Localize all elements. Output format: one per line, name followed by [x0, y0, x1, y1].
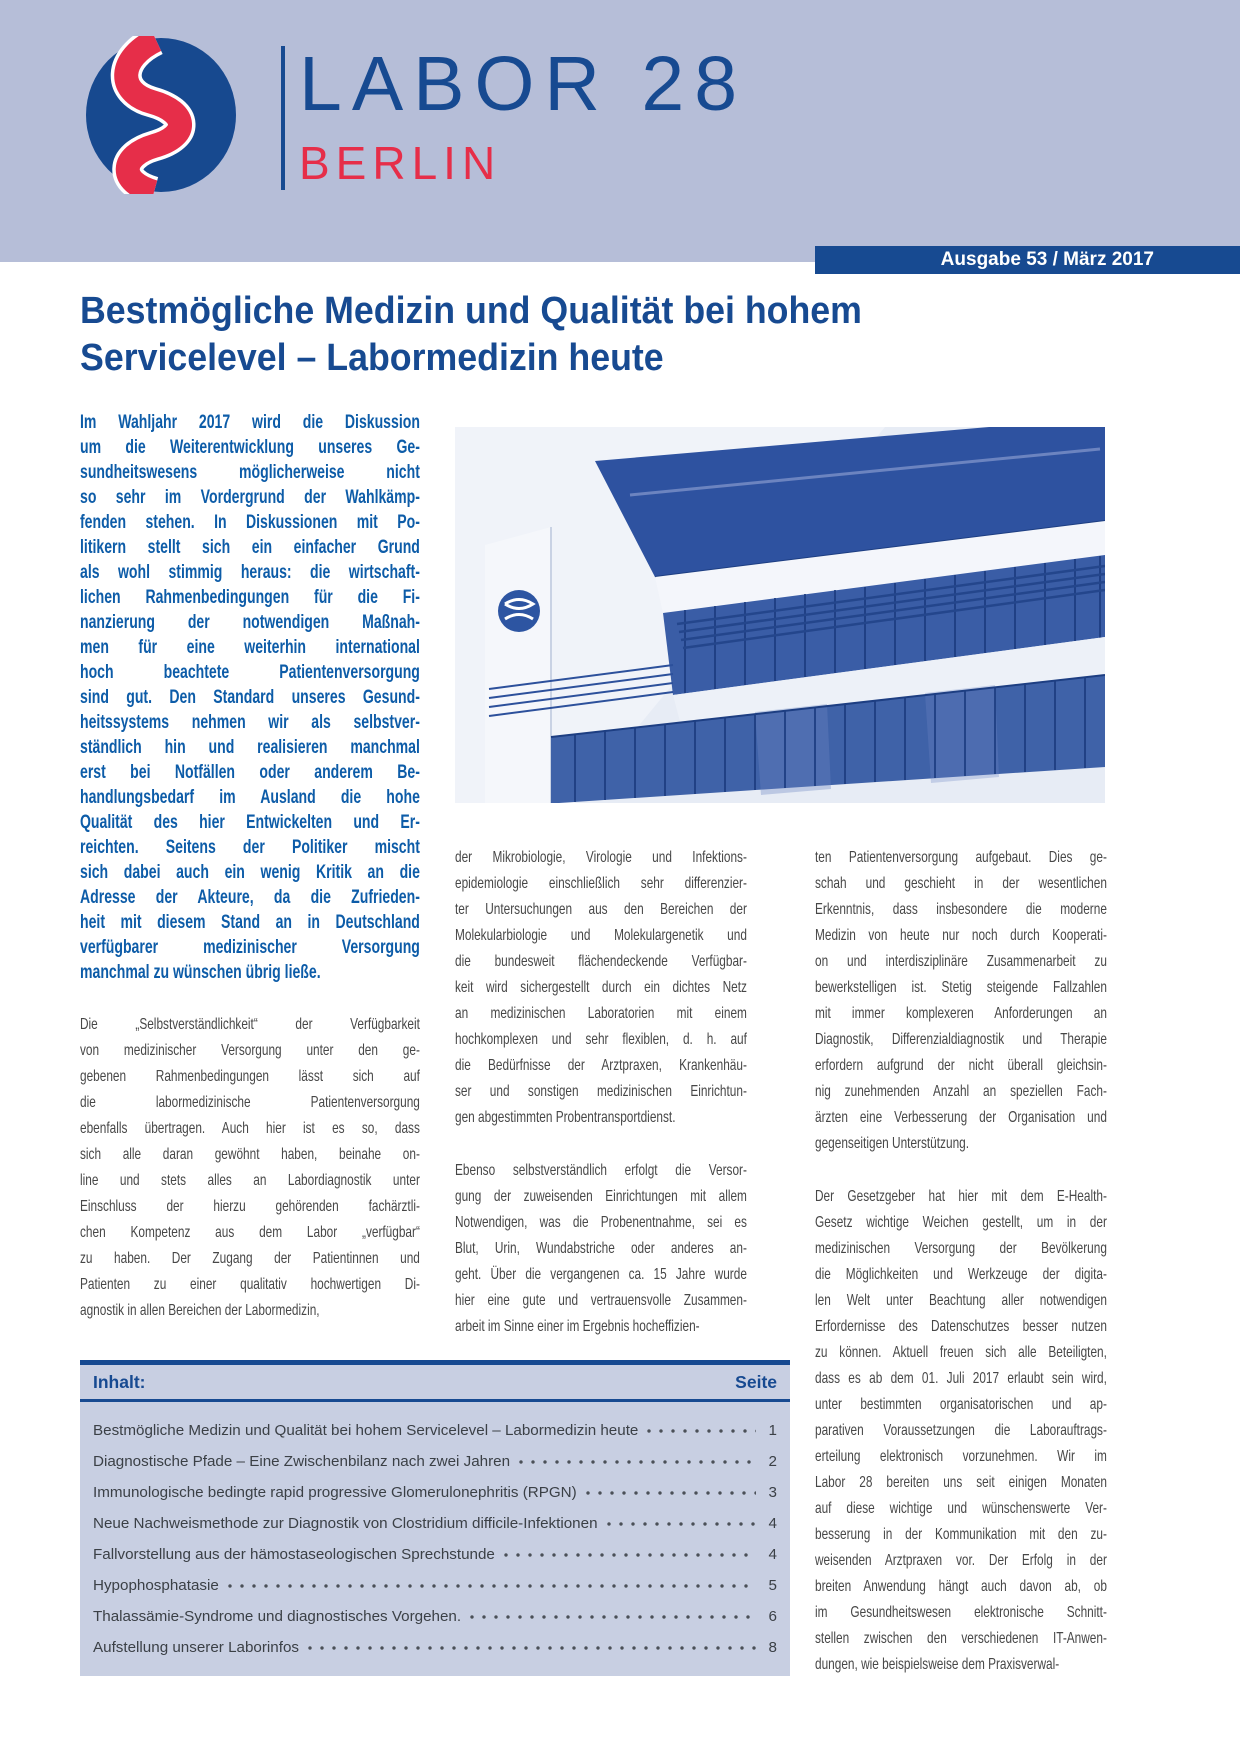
toc-item-label: Bestmögliche Medizin und Qualität bei hohem Servicelevel – Labormedizin heute	[93, 1422, 639, 1439]
toc-page-number: 6	[768, 1608, 777, 1625]
toc-item-label: Aufstellung unserer Laborinfos	[93, 1639, 300, 1656]
text-line: bewerkstelligen ist. Stetig steigende Fallzahlen	[815, 979, 1107, 996]
text-line: hier eine gute und vertrauensvolle Zusammen-	[455, 1292, 747, 1309]
column-1	[80, 410, 420, 1324]
text-line: um die Weiterentwicklung unseres Ge-	[80, 437, 420, 458]
text-line: agnostik in allen Bereichen der Labormedizin,	[80, 1302, 320, 1319]
toc-item-label: Hypophosphatasie	[93, 1577, 219, 1594]
text-line: gegenseitigen Unterstützung.	[815, 1135, 970, 1152]
toc-dot-leader	[500, 1549, 756, 1561]
text-line: ten Patientenversorgung aufgebaut. Dies ge-	[815, 849, 1107, 866]
text-line: parativen Voraussetzungen die Laborauftrags-	[815, 1422, 1107, 1439]
toc-row	[93, 1412, 777, 1443]
text-line: lichen Rahmenbedingungen für die Fi-	[80, 587, 420, 608]
toc-item-label: Thalassämie-Syndrome und diagnostisches Vorgehen.	[93, 1608, 462, 1625]
text-line: len Welt unter Beachtung aller notwendigen	[815, 1292, 1107, 1309]
text-line: weisenden Arztpraxen vor. Der Erfolg in der	[815, 1552, 1107, 1569]
text-line: chen Kompetenz aus dem Labor „verfügbar“	[80, 1224, 420, 1241]
text-line: Labor 28 bereiten uns seit einigen Monaten	[815, 1474, 1107, 1491]
text-line: Ebenso selbstverständlich erfolgt die Versor-	[455, 1162, 747, 1179]
text-line: stellen zwischen den verschiedenen IT-Anwen-	[815, 1630, 1107, 1647]
toc-page-number: 4	[768, 1546, 777, 1563]
text-line: von medizinischer Versorgung unter den ge-	[80, 1042, 420, 1059]
text-line: ebenfalls übertragen. Auch hier ist es so, dass	[80, 1120, 420, 1137]
toc-page-header: Seite	[735, 1372, 777, 1392]
brand-subtitle: BERLIN	[299, 137, 502, 189]
toc-item-label: Diagnostische Pfade – Eine Zwischenbilanz nach zwei Jahren	[93, 1453, 511, 1470]
column-3	[815, 845, 1107, 1678]
text-line: unter bestimmten organisatorischen und ap-	[815, 1396, 1107, 1413]
text-line: breiten Anwendung hängt auch davon ab, ob	[815, 1578, 1107, 1595]
toc-row	[93, 1443, 777, 1474]
toc-body	[80, 1402, 790, 1676]
text-line: schah und geschieht in der wesentlichen	[815, 875, 1107, 892]
brand-divider	[281, 46, 285, 190]
text-line: Einschluss der hierzu gehörenden fachärztli-	[80, 1198, 420, 1215]
text-line: ser und sonstigen medizinischen Einrichtun-	[455, 1083, 747, 1100]
text-line: sind gut. Den Standard unseres Gesund-	[80, 687, 420, 708]
text-line: nanzierung der notwendigen Maßnah-	[80, 612, 420, 633]
text-line: die Möglichkeiten und Werkzeuge der digita-	[815, 1266, 1107, 1283]
text-line: handlungsbedarf im Ausland die hohe	[80, 787, 420, 808]
text-line: erfordern aufgrund der nicht überall gleichsin-	[815, 1057, 1107, 1074]
text-line: Blut, Urin, Wundabstriche oder anderes an-	[455, 1240, 747, 1257]
text-line: arbeit im Sinne einer im Ergebnis hocheffizien-	[455, 1318, 700, 1335]
text-line: sich dabei auch ein wenig Kritik an die	[80, 862, 420, 883]
toc-page-number: 3	[768, 1484, 777, 1501]
text-line: gebenen Rahmenbedingungen lässt sich auf	[80, 1068, 420, 1085]
text-line: heitssystems nehmen wir als selbstver-	[80, 712, 420, 733]
text-line: Notwendigen, was die Probenentnahme, sei es	[455, 1214, 747, 1231]
toc-page-number: 5	[768, 1577, 777, 1594]
text-line: Medizin von heute nur noch durch Kooperati-	[815, 927, 1107, 944]
toc-row	[93, 1629, 777, 1660]
text-line: erteilung elektronisch vorzunehmen. Wir im	[815, 1448, 1107, 1465]
text-line: reichten. Seitens der Politiker mischt	[80, 837, 420, 858]
toc-dot-leader	[582, 1487, 756, 1499]
text-line: ständlich hin und realisieren manchmal	[80, 737, 420, 758]
toc-row	[93, 1505, 777, 1536]
text-line: an medizinischen Laboratorien mit einem	[455, 1005, 747, 1022]
text-line: Der Gesetzgeber hat hier mit dem E-Health-	[815, 1188, 1107, 1205]
text-line: fenden stehen. In Diskussionen mit Po-	[80, 512, 420, 533]
text-line: im Gesundheitswesen elektronische Schnitt-	[815, 1604, 1107, 1621]
body-paragraph	[815, 845, 1107, 1157]
text-line: Molekularbiologie und Molekulargenetik und	[455, 927, 747, 944]
body-paragraph	[455, 845, 747, 1131]
toc-item-label: Fallvorstellung aus der hämostaseologischen Sprechstunde	[93, 1546, 495, 1563]
text-line: Bestmögliche Medizin und Qualität bei hohem	[80, 290, 862, 332]
text-line: geht. Über die vergangenen ca. 15 Jahre wurde	[455, 1266, 747, 1283]
building-photo	[455, 427, 1105, 803]
text-line: Servicelevel – Labormedizin heute	[80, 337, 664, 379]
text-line: die bundesweit flächendeckende Verfügbar-	[455, 953, 747, 970]
toc-row	[93, 1598, 777, 1629]
toc-row	[93, 1567, 777, 1598]
text-line: der Mikrobiologie, Virologie und Infektions-	[455, 849, 747, 866]
text-line: Qualität des hier Entwickelten und Er-	[80, 812, 420, 833]
text-line: hoch beachtete Patientenversorgung	[80, 662, 420, 683]
text-line: so sehr im Vordergrund der Wahlkämp-	[80, 487, 420, 508]
toc-row	[93, 1536, 777, 1567]
text-line: keit wird sichergestellt durch ein dichtes Netz	[455, 979, 747, 996]
text-line: on und interdisziplinäre Zusammenarbeit zu	[815, 953, 1107, 970]
body-paragraph	[815, 1184, 1107, 1678]
text-line: Die „Selbstverständlichkeit“ der Verfügbarkeit	[80, 1016, 420, 1033]
text-line: dass es ab dem 01. Juli 2017 erlaubt sein wird,	[815, 1370, 1107, 1387]
text-line: litikern stellt sich ein einfacher Grund	[80, 537, 420, 558]
text-line: verfügbarer medizinischer Versorgung	[80, 937, 420, 958]
toc-item-label: Immunologische bedingte rapid progressive Glomerulonephritis (RPGN)	[93, 1484, 577, 1501]
text-line: sich alle daran gewöhnt haben, beinahe on-	[80, 1146, 420, 1163]
text-line: erst bei Notfällen oder anderem Be-	[80, 762, 420, 783]
toc-dot-leader	[515, 1456, 756, 1468]
text-line: zu können. Aktuell freuen sich alle Beteiligten,	[815, 1344, 1107, 1361]
text-line: ter Untersuchungen aus den Bereichen der	[455, 901, 747, 918]
text-line: epidemiologie einschließlich sehr differenzier-	[455, 875, 747, 892]
toc-title: Inhalt:	[93, 1372, 146, 1392]
text-line: Patienten zu einer qualitativ hochwertigen Di-	[80, 1276, 420, 1293]
toc-dot-leader	[603, 1518, 756, 1530]
text-line: auf diese wichtige und wünschenswerte Ver-	[815, 1500, 1107, 1517]
lead-paragraph	[80, 410, 420, 985]
text-line: Adresse der Akteure, da die Zufrieden-	[80, 887, 420, 908]
toc-header	[80, 1365, 790, 1402]
toc-item-label: Neue Nachweismethode zur Diagnostik von Clostridium difficile-Infektionen	[93, 1515, 598, 1532]
text-line: medizinischen Versorgung der Bevölkerung	[815, 1240, 1107, 1257]
text-line: besserung in der Kommunikation mit den zu-	[815, 1526, 1107, 1543]
text-line: manchmal zu wünschen übrig ließe.	[80, 962, 321, 983]
text-line: mit immer komplexeren Anforderungen an	[815, 1005, 1107, 1022]
toc-page-number: 2	[768, 1453, 777, 1470]
text-line: Diagnostik, Differenzialdiagnostik und Therapie	[815, 1031, 1107, 1048]
toc-row	[93, 1474, 777, 1505]
dna-ribbon-logo-icon	[84, 36, 238, 194]
brand-title: LABOR 28	[299, 41, 748, 127]
text-line: heit mit diesem Stand an in Deutschland	[80, 912, 420, 933]
toc-dot-leader	[304, 1642, 756, 1654]
toc-page-number: 1	[768, 1422, 777, 1439]
text-line: Gesetz wichtige Weichen gestellt, um in der	[815, 1214, 1107, 1231]
text-line: die Bedürfnisse der Arztpraxen, Krankenhäu-	[455, 1057, 747, 1074]
text-line: nig zunehmenden Anzahl an speziellen Fach-	[815, 1083, 1107, 1100]
text-line: Erfordernisse des Datenschutzes besser nutzen	[815, 1318, 1107, 1335]
table-of-contents	[80, 1360, 790, 1676]
toc-dot-leader	[466, 1611, 756, 1623]
text-line: als wohl stimmig heraus: die wirtschaft-	[80, 562, 420, 583]
body-paragraph	[455, 1158, 747, 1340]
toc-dot-leader	[224, 1580, 756, 1592]
text-line: Erkenntnis, dass insbesondere die moderne	[815, 901, 1107, 918]
text-line: gung der zuweisenden Einrichtungen mit allem	[455, 1188, 747, 1205]
toc-page-number: 4	[768, 1515, 777, 1532]
text-line: hochkomplexen und sehr flexiblen, d. h. auf	[455, 1031, 747, 1048]
body-paragraph	[80, 1012, 420, 1324]
toc-dot-leader	[643, 1425, 756, 1437]
text-line: men für eine weiterhin international	[80, 637, 420, 658]
column-2	[455, 845, 747, 1340]
text-line: ärzten eine Verbesserung der Organisation und	[815, 1109, 1107, 1126]
text-line: line und stets alles an Labordiagnostik unter	[80, 1172, 420, 1189]
text-line: gen abgestimmten Probentransportdienst.	[455, 1109, 676, 1126]
text-line: die labormedizinische Patientenversorgung	[80, 1094, 420, 1111]
text-line: Im Wahljahr 2017 wird die Diskussion	[80, 412, 420, 433]
toc-page-number: 8	[768, 1639, 777, 1656]
issue-banner: Ausgabe 53 / März 2017	[815, 246, 1240, 274]
text-line: zu haben. Der Zugang der Patientinnen und	[80, 1250, 420, 1267]
text-line: sundheitswesens möglicherweise nicht	[80, 462, 420, 483]
article-title	[80, 288, 1080, 382]
text-line: dungen, wie beispielsweise dem Praxisverwal-	[815, 1656, 1060, 1673]
